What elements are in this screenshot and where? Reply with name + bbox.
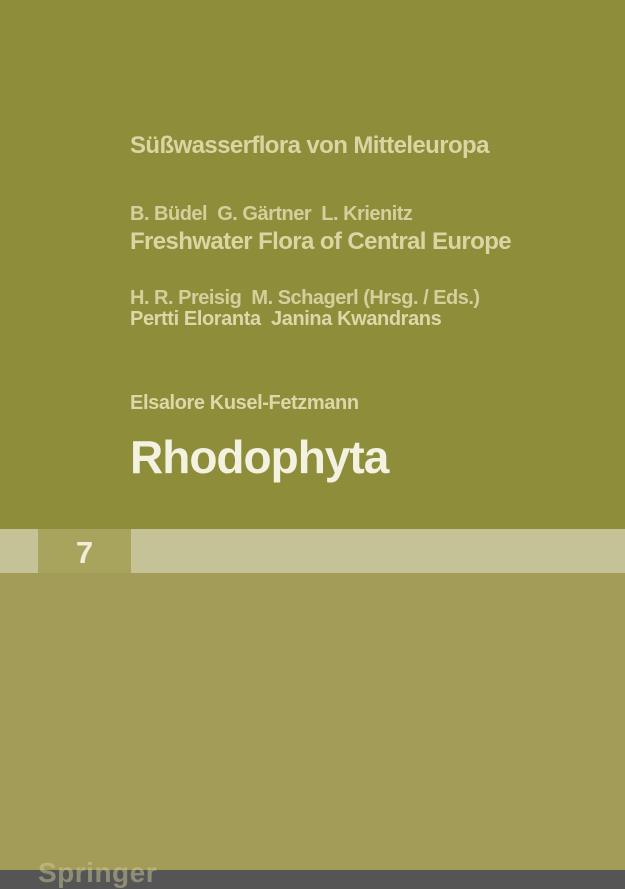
volume-number: 7 — [75, 534, 94, 570]
book-title-line-1: Rhodophyta — [130, 431, 389, 483]
cover-bottom-section — [0, 573, 625, 870]
editors-line-1: B. Büdel G. Gärtner L. Krienitz — [130, 203, 413, 225]
volume-band — [0, 529, 625, 573]
publisher-logo-partial: Springer — [38, 857, 158, 888]
editors-line-2: H. R. Preisig M. Schagerl (Hrsg. / Eds.) — [130, 287, 480, 309]
series-title-line-german: Süßwasserflora von Mitteleuropa — [130, 132, 489, 159]
authors-line-1: Pertti Eloranta Janina Kwandrans — [130, 308, 442, 330]
authors-line-2: Elsalore Kusel-Fetzmann — [130, 392, 359, 414]
volume-number-box — [38, 529, 131, 573]
series-title-line-english: Freshwater Flora of Central Europe — [130, 228, 512, 255]
